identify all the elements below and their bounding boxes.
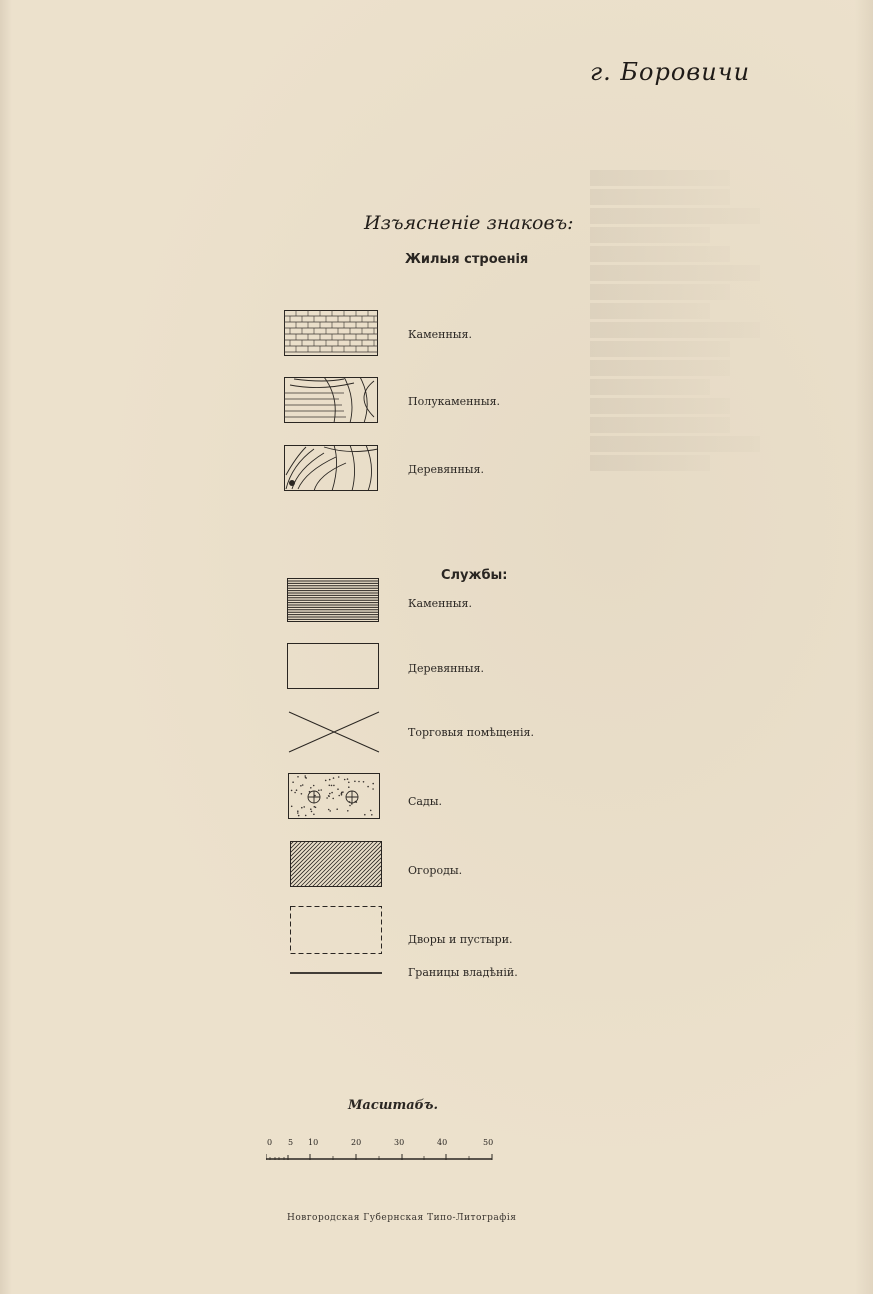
stone-services-label: Каменныя. bbox=[408, 597, 472, 610]
wooden-residential-symbol bbox=[284, 445, 378, 491]
residential-heading: Жилыя строенія bbox=[405, 252, 529, 267]
vegetable-gardens-label: Огороды. bbox=[408, 864, 463, 877]
scale-tick-label: 40 bbox=[437, 1138, 448, 1147]
legend-title: Изъясненіе знаковъ: bbox=[364, 212, 574, 234]
scale-tick-label: 10 bbox=[308, 1138, 319, 1147]
wooden-residential-label: Деревянныя. bbox=[408, 463, 484, 476]
wooden-services-label: Деревянныя. bbox=[408, 662, 484, 675]
yards-wastelands-label: Дворы и пустыри. bbox=[408, 933, 513, 946]
trade-premises-symbol bbox=[287, 710, 381, 754]
scale-bar bbox=[266, 1150, 494, 1162]
half-stone-residential-symbol bbox=[284, 377, 378, 423]
scale-tick-label: 0 bbox=[267, 1138, 273, 1147]
printer-imprint: Новгородская Губернская Типо-Литографія bbox=[287, 1213, 517, 1223]
scale-title: Масштабъ. bbox=[348, 1098, 439, 1113]
half-stone-residential-label: Полукаменныя. bbox=[408, 395, 501, 408]
scale-tick-label: 5 bbox=[288, 1138, 294, 1147]
gardens-label: Сады. bbox=[408, 795, 442, 808]
stone-residential-symbol bbox=[284, 310, 378, 356]
city-label: г. Боровичи bbox=[590, 58, 751, 86]
services-heading: Службы: bbox=[441, 568, 508, 583]
gardens-symbol bbox=[288, 773, 380, 819]
scale-tick-label: 50 bbox=[483, 1138, 494, 1147]
yards-wastelands-symbol bbox=[290, 906, 382, 954]
property-boundary-label: Границы владѣній. bbox=[408, 966, 518, 979]
stone-services-symbol bbox=[287, 578, 379, 622]
vegetable-gardens-symbol bbox=[290, 841, 382, 887]
property-boundary-symbol bbox=[290, 968, 382, 978]
scale-tick-label: 20 bbox=[351, 1138, 362, 1147]
stone-residential-label: Каменныя. bbox=[408, 328, 472, 341]
trade-premises-label: Торговыя помѣщенія. bbox=[408, 726, 534, 739]
wooden-services-symbol bbox=[287, 643, 379, 689]
scale-tick-label: 30 bbox=[394, 1138, 405, 1147]
bleed-through-marks bbox=[590, 170, 820, 474]
